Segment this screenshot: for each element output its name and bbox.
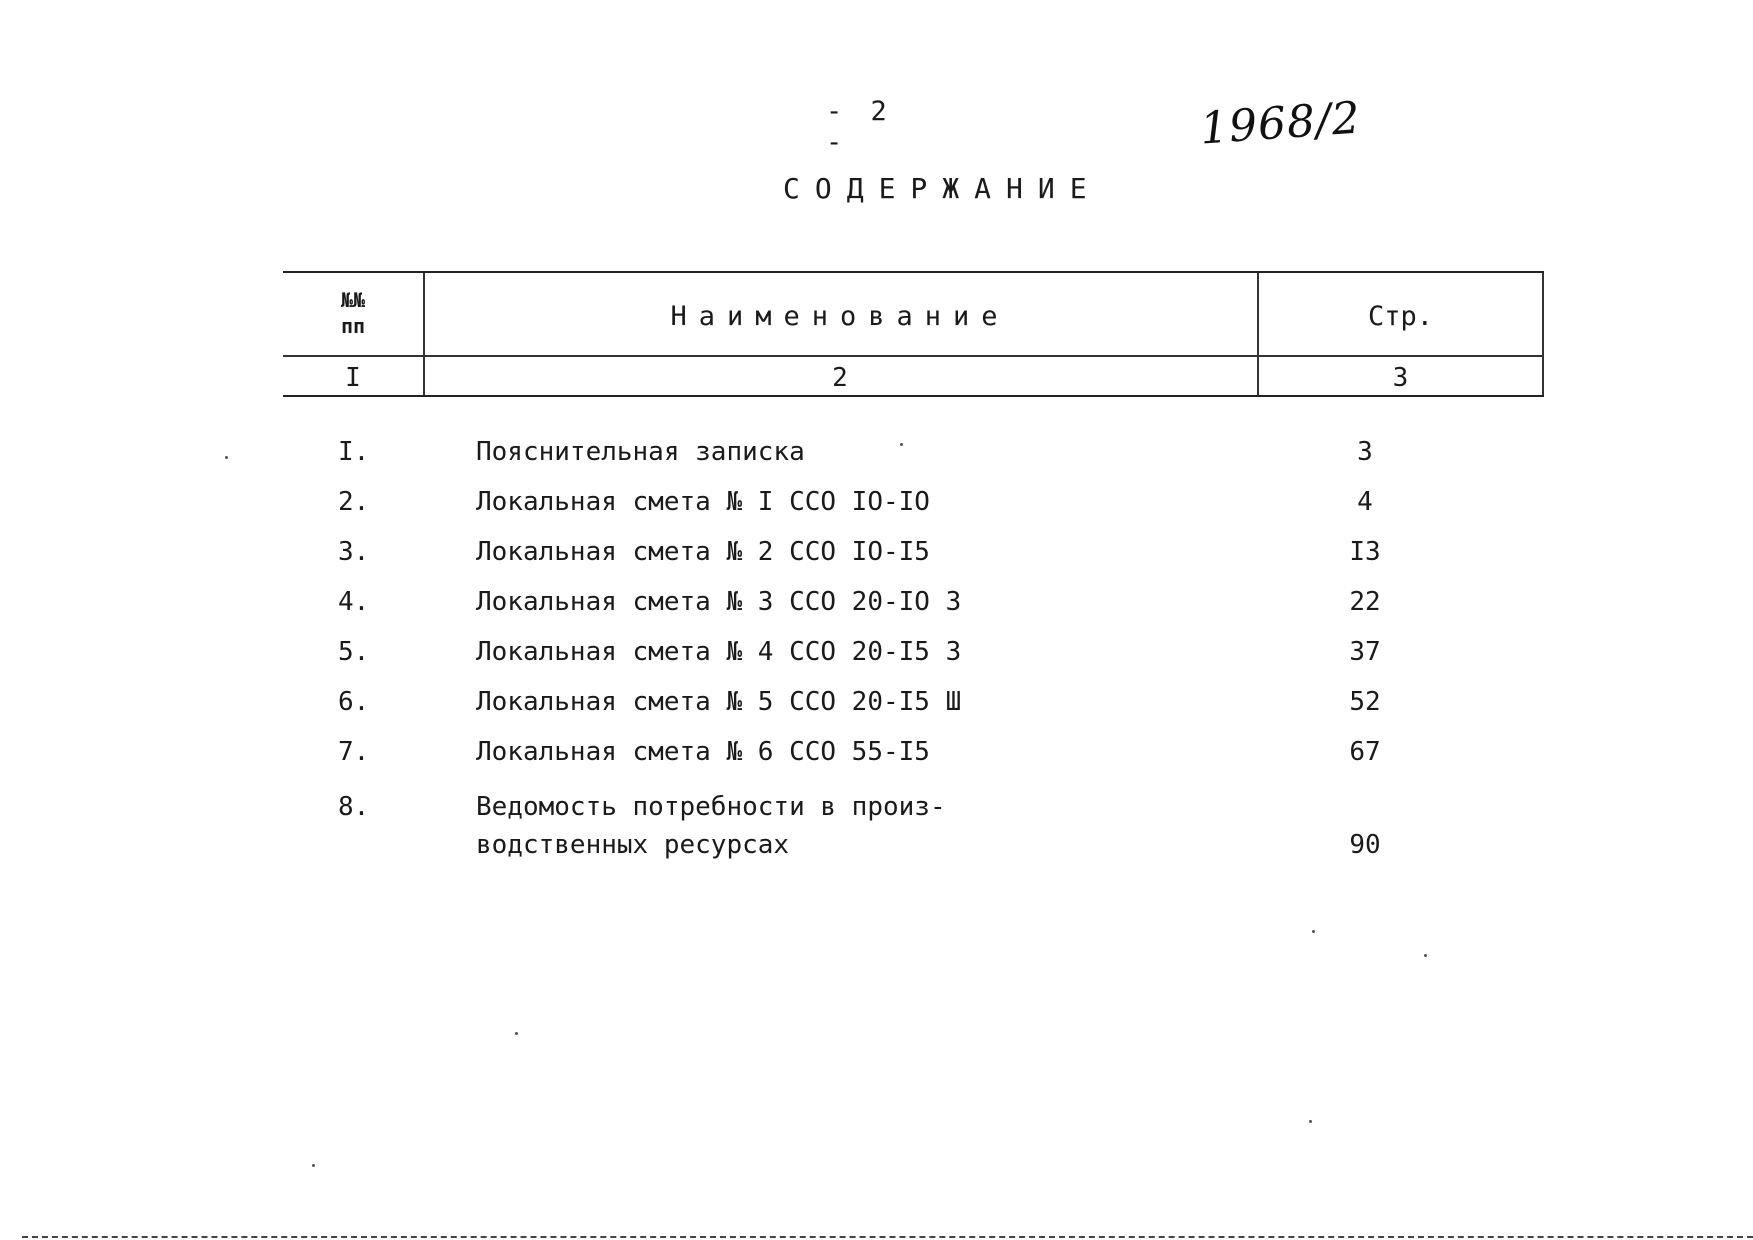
toc-entry-number: 7. [338, 737, 370, 767]
document-title: СОДЕРЖАНИЕ [783, 172, 1102, 205]
scan-speck [225, 456, 228, 459]
scan-speck [1312, 930, 1315, 933]
toc-entry-page: 4 [1357, 487, 1373, 517]
scan-speck [1309, 1120, 1312, 1123]
toc-entry-title: Локальная смета № 5 ССО 20-I5 Ш [476, 687, 962, 717]
column-index-3: 3 [1392, 363, 1409, 393]
toc-entry-page: 22 [1349, 587, 1381, 617]
toc-entry-page: 90 [1349, 830, 1381, 860]
table-header-divider [283, 355, 1544, 357]
page-number: - 2 - [826, 96, 893, 158]
scan-speck [515, 1032, 518, 1035]
toc-entry-number: 2. [338, 487, 370, 517]
column-name-header: Наименование [670, 301, 1010, 332]
toc-entry-page: I3 [1349, 537, 1381, 567]
toc-entry-title: Локальная смета № I ССО IO-IO [476, 487, 930, 517]
toc-entry-title: Локальная смета № 3 ССО 20-IO З [476, 587, 962, 617]
handwritten-document-code: 1968/2 [1198, 92, 1363, 155]
toc-entry-number: 4. [338, 587, 370, 617]
bottom-rule [22, 1236, 1753, 1238]
toc-entry-title: Локальная смета № 2 ССО IO-I5 [476, 537, 930, 567]
toc-entry-title: Пояснительная записка [476, 437, 805, 467]
column-index-1: I [345, 363, 361, 393]
toc-entry-page: 3 [1357, 437, 1373, 467]
toc-entry-number: 6. [338, 687, 370, 717]
toc-entry-page: 52 [1349, 687, 1381, 717]
column-index-2: 2 [832, 363, 848, 393]
toc-entry-number: 5. [338, 637, 370, 667]
scan-speck [1424, 954, 1427, 957]
scan-speck [900, 443, 903, 446]
column-number-header: №№ пп [340, 288, 366, 338]
toc-entry-page: 67 [1349, 737, 1381, 767]
toc-entry-number: I. [338, 437, 370, 467]
toc-entry-page: 37 [1349, 637, 1381, 667]
toc-entry-title: Локальная смета № 4 ССО 20-I5 З [476, 637, 962, 667]
toc-entry-title: Локальная смета № 6 ССО 55-I5 [476, 737, 930, 767]
toc-entry-title: Ведомость потребности в произ- водственных ресурсах [476, 792, 946, 860]
toc-entry-number: 3. [338, 537, 370, 567]
toc-entry-number: 8. [338, 792, 370, 822]
column-page-header: Стр. [1367, 301, 1434, 332]
scan-speck [312, 1164, 315, 1167]
table-header [283, 271, 1544, 397]
